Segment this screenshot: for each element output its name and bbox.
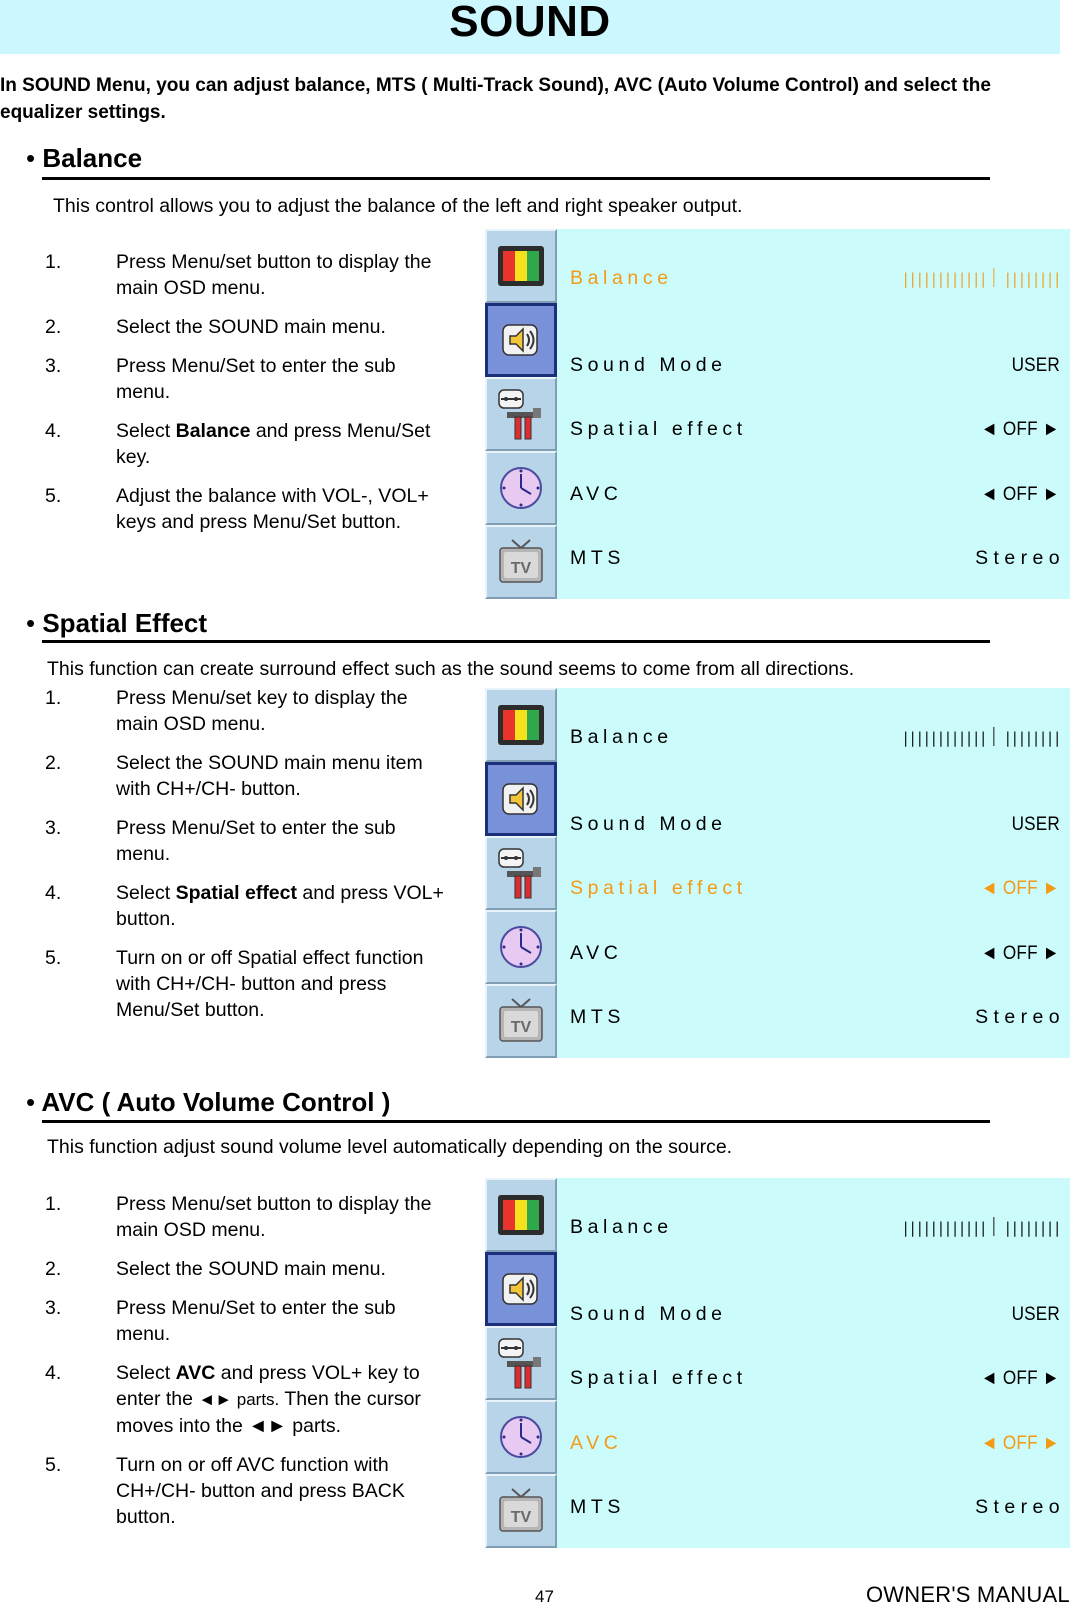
osd-row-balance (570, 723, 1060, 751)
intro-text: In SOUND Menu, you can adjust balance, MTS ( Multi-Track Sound), AVC (Auto Volume Control) and select the equalizer settings. (0, 75, 991, 123)
osd-row-spatial-effect (570, 415, 1060, 443)
osd-row-label: Balance (570, 1216, 673, 1238)
step-number: 3. (45, 355, 62, 377)
setup-tools-icon (485, 836, 557, 910)
section-title: Spatial Effect (42, 608, 208, 638)
step-text: Select the SOUND main menu item with CH+/CH- button. (116, 752, 423, 800)
step-text: Select the SOUND main menu. (116, 1258, 386, 1280)
osd-row-value (884, 1213, 1060, 1242)
sound-icon (485, 762, 557, 836)
step-text-bold: Spatial effect (175, 882, 297, 904)
osd-row-value: USER (1011, 1303, 1060, 1325)
svg-text:TV: TV (510, 560, 532, 577)
step-item (45, 314, 445, 340)
osd-row-label: MTS (570, 1496, 625, 1518)
step-number: 2. (45, 752, 62, 774)
step-item (45, 418, 445, 470)
osd-row-balance (570, 1213, 1060, 1241)
osd-row-value: ◄ OFF ► (980, 1432, 1060, 1454)
section-title: AVC ( Auto Volume Control ) (41, 1087, 391, 1117)
tv-icon (485, 984, 557, 1058)
balance-center-marker (993, 727, 994, 746)
steps-list-avc (45, 1191, 445, 1543)
step-text: and press VOL+ button. (116, 882, 444, 930)
osd-row-value: ◄ OFF ► (980, 483, 1060, 505)
osd-row-mts (570, 1493, 1065, 1521)
osd-icon-column (485, 688, 557, 1058)
setup-tools-icon (485, 377, 557, 451)
step-number: 5. (45, 485, 62, 507)
step-number: 4. (45, 420, 62, 442)
picture-icon (485, 1178, 557, 1252)
step-text: Select (116, 1362, 176, 1384)
picture-icon (485, 688, 557, 762)
balance-right-ticks: |||||||| (1003, 270, 1060, 288)
balance-right-ticks: |||||||| (1003, 729, 1060, 747)
osd-row-label: Spatial effect (570, 418, 747, 440)
step-text: and press VOL+ key to enter the (116, 1362, 420, 1410)
svg-text:TV: TV (510, 1019, 532, 1036)
step-number: 4. (45, 882, 62, 904)
bullet: • (26, 1087, 36, 1117)
step-item (45, 1360, 445, 1439)
section-description: This function adjust sound volume level automatically depending on the source. (47, 1136, 733, 1158)
step-number: 5. (45, 947, 62, 969)
step-text: Select (116, 882, 176, 904)
step-text: Press Menu/set button to display the main OSD menu. (116, 1193, 432, 1241)
osd-row-balance (570, 264, 1060, 292)
osd-row-label: AVC (570, 1432, 623, 1454)
balance-center-marker (993, 268, 994, 287)
osd-row-label: AVC (570, 483, 623, 505)
step-text: Press Menu/set key to display the main OSD menu. (116, 687, 408, 735)
step-text-condensed: ◄► parts. (198, 1390, 280, 1409)
osd-row-label: MTS (570, 1006, 625, 1028)
section-heading-balance (26, 142, 990, 174)
osd-row-value: Stereo (975, 1496, 1065, 1518)
balance-bar (901, 1214, 1060, 1242)
osd-row-label: Spatial effect (570, 877, 747, 899)
step-number: 2. (45, 1258, 62, 1280)
osd-row-value: ◄ OFF ► (980, 942, 1060, 964)
step-text: Press Menu/set button to display the main OSD menu. (116, 251, 432, 299)
osd-row-label: Sound Mode (570, 1303, 727, 1325)
step-number: 3. (45, 1297, 62, 1319)
osd-sound-menu (485, 1178, 1070, 1548)
step-number: 1. (45, 1193, 62, 1215)
osd-row-sound-mode (570, 810, 1060, 838)
step-item (45, 945, 445, 1023)
osd-row-value: USER (1011, 354, 1060, 376)
step-number: 1. (45, 251, 62, 273)
setup-tools-icon (485, 1326, 557, 1400)
clock-icon (485, 910, 557, 984)
section-heading-avc (26, 1086, 990, 1118)
osd-row-label: Balance (570, 726, 673, 748)
steps-list-spatial-effect (45, 685, 445, 1036)
step-text: Press Menu/Set to enter the sub menu. (116, 1297, 396, 1345)
step-item (45, 880, 445, 932)
osd-row-label: MTS (570, 547, 625, 569)
osd-row-label: AVC (570, 942, 623, 964)
osd-row-mts (570, 1003, 1065, 1031)
section-description: This control allows you to adjust the balance of the left and right speaker output. (53, 195, 743, 217)
osd-row-value: USER (1011, 813, 1060, 835)
step-number: 1. (45, 687, 62, 709)
step-number: 4. (45, 1362, 62, 1384)
osd-row-value: ◄ OFF ► (980, 418, 1060, 440)
step-item (45, 1191, 445, 1243)
balance-left-ticks: |||||||||||| (901, 1219, 987, 1237)
section-rule (42, 1120, 990, 1123)
step-number: 2. (45, 316, 62, 338)
step-text: Turn on or off AVC function with CH+/CH- button and press BACK button. (116, 1454, 405, 1528)
osd-row-value: Stereo (975, 1006, 1065, 1028)
step-item (45, 1295, 445, 1347)
step-text: Turn on or off Spatial effect function with CH+/CH- button and press Menu/Set button. (116, 947, 424, 1021)
osd-row-avc (570, 1429, 1060, 1457)
balance-right-ticks: |||||||| (1003, 1219, 1060, 1237)
svg-text:TV: TV (510, 1509, 532, 1526)
step-text: Press Menu/Set to enter the sub menu. (116, 355, 396, 403)
balance-bar (901, 265, 1060, 293)
balance-left-ticks: |||||||||||| (901, 729, 987, 747)
osd-row-avc (570, 480, 1060, 508)
bullet: • (26, 143, 36, 173)
osd-row-label: Balance (570, 267, 673, 289)
step-item (45, 685, 445, 737)
balance-left-ticks: |||||||||||| (901, 270, 987, 288)
step-number: 3. (45, 817, 62, 839)
sound-icon (485, 1252, 557, 1326)
balance-bar (901, 724, 1060, 752)
section-description: This function can create surround effect such as the sound seems to come from all directions. (47, 658, 855, 680)
osd-icon-column (485, 1178, 557, 1548)
osd-sound-menu (485, 688, 1070, 1058)
step-text: Then the cursor moves into the ◄► parts. (116, 1388, 421, 1437)
step-item (45, 815, 445, 867)
osd-row-value: ◄ OFF ► (980, 877, 1060, 899)
step-number: 5. (45, 1454, 62, 1476)
page-title: SOUND (449, 0, 611, 46)
step-text: Select the SOUND main menu. (116, 316, 386, 338)
clock-icon (485, 1400, 557, 1474)
step-item (45, 1452, 445, 1530)
step-text-bold: Balance (175, 420, 251, 442)
step-item (45, 750, 445, 802)
osd-row-label: Sound Mode (570, 354, 727, 376)
picture-icon (485, 229, 557, 303)
osd-row-value (884, 723, 1060, 752)
section-title: Balance (42, 143, 143, 173)
tv-icon (485, 525, 557, 599)
steps-list-balance (45, 249, 445, 548)
balance-center-marker (993, 1217, 994, 1236)
osd-row-sound-mode (570, 1300, 1060, 1328)
step-text: Press Menu/Set to enter the sub menu. (116, 817, 396, 865)
manual-label: OWNER'S MANUAL (866, 1582, 1070, 1607)
section-heading-spatial-effect (26, 607, 990, 639)
step-text: Select (116, 420, 176, 442)
osd-sound-menu (485, 229, 1070, 599)
step-text: Adjust the balance with VOL-, VOL+ keys and press Menu/Set button. (116, 485, 429, 533)
step-item (45, 483, 445, 535)
section-rule (42, 177, 990, 180)
step-text-bold: AVC (175, 1362, 216, 1384)
osd-row-mts (570, 544, 1065, 572)
osd-row-spatial-effect (570, 874, 1060, 902)
osd-row-spatial-effect (570, 1364, 1060, 1392)
section-rule (42, 640, 990, 643)
step-item (45, 353, 445, 405)
bullet: • (26, 608, 36, 638)
step-item (45, 249, 445, 301)
sound-icon (485, 303, 557, 377)
page-number: 47 (535, 1587, 554, 1606)
clock-icon (485, 451, 557, 525)
tv-icon (485, 1474, 557, 1548)
osd-row-label: Sound Mode (570, 813, 727, 835)
step-item (45, 1256, 445, 1282)
step-text: and press Menu/Set key. (116, 420, 431, 468)
osd-row-value: Stereo (975, 547, 1065, 569)
osd-row-avc (570, 939, 1060, 967)
osd-row-label: Spatial effect (570, 1367, 747, 1389)
page-title-bar (0, 0, 1060, 54)
osd-row-value: ◄ OFF ► (980, 1367, 1060, 1389)
osd-row-sound-mode (570, 351, 1060, 379)
osd-row-value (884, 264, 1060, 293)
osd-icon-column (485, 229, 557, 599)
